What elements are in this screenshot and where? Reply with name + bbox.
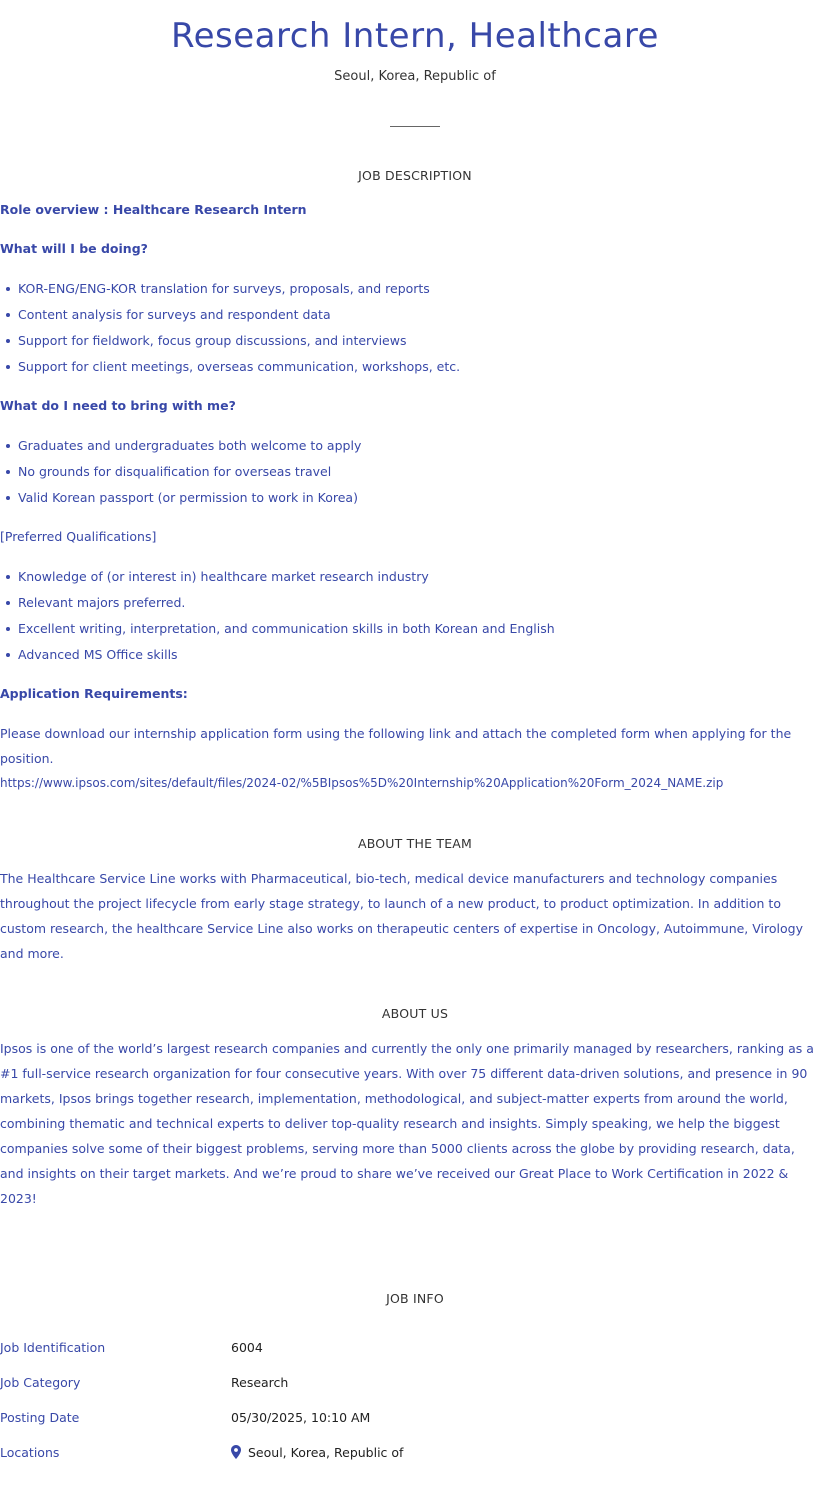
job-info-label: Job Identification — [0, 1340, 106, 1355]
job-info-value: Research — [231, 1375, 289, 1390]
about-us-text: Ipsos is one of the world’s largest research companies and currently the only one primarily managed by researchers, ranking as a #1 full-service research organization for four consecutive years. With over 75 different data-driven solutions, and presence in 90 markets, Ipsos brings together research, implementation, methodological, and subject-matter experts from around the world, combining thematic and technical experts to deliver top-quality research and insights. Simply speaking, we help the biggest companies solve some of their biggest problems, serving more than 5000 clients across the globe by providing research, data, and insights on their target markets. And we’re proud to share we’ve received our Great Place to Work Certification in 2022 & 2023! — [0, 1041, 814, 1206]
job-info-location-value — [231, 1443, 403, 1463]
job-info-row-category — [0, 1373, 830, 1393]
location-text: Seoul, Korea, Republic of — [248, 1445, 404, 1460]
preferred-heading: [Preferred Qualifications] — [0, 529, 157, 544]
list-item: Content analysis for surveys and respondent data — [0, 306, 822, 332]
list-item: No grounds for disqualification for overseas travel — [0, 463, 822, 489]
bring-list — [0, 437, 822, 515]
application-text: Please download our internship application form using the following link and attach the completed form when applying for the position. — [0, 726, 792, 766]
section-title-job-description: JOB DESCRIPTION — [358, 168, 472, 183]
about-us-block — [0, 1036, 822, 1211]
application-text-block — [0, 721, 822, 796]
title-divider — [390, 126, 440, 127]
section-title-job-info: JOB INFO — [386, 1291, 444, 1306]
doing-heading-block — [0, 240, 822, 258]
job-location-subtitle: Seoul, Korea, Republic of — [334, 69, 496, 84]
map-pin-icon — [231, 1445, 241, 1459]
bring-heading-block — [0, 397, 822, 415]
preferred-list — [0, 568, 822, 672]
list-item: Support for client meetings, overseas communication, workshops, etc. — [0, 358, 822, 384]
job-info-label: Job Category — [0, 1375, 81, 1390]
bring-heading: What do I need to bring with me? — [0, 398, 236, 413]
doing-list — [0, 280, 822, 384]
application-heading-block — [0, 685, 822, 703]
job-info-row-posting-date — [0, 1408, 830, 1428]
preferred-heading-block — [0, 528, 822, 546]
section-title-about-us: ABOUT US — [381, 1006, 449, 1021]
about-team-text: The Healthcare Service Line works with Pharmaceutical, bio-tech, medical device manufacturers and technology companies throughout the project lifecycle from early stage strategy, to launch of a new product, to product optimization. In addition to custom research, the healthcare Service Line also works on therapeutic centers of expertise in Oncology, Autoimmune, Virology and more. — [0, 871, 803, 961]
doing-heading: What will I be doing? — [0, 241, 148, 256]
job-info-value: 05/30/2025, 10:10 AM — [231, 1410, 371, 1425]
role-overview-text: Role overview : Healthcare Research Intern — [0, 202, 307, 217]
list-item: Advanced MS Office skills — [0, 646, 822, 672]
list-item: Knowledge of (or interest in) healthcare market research industry — [0, 568, 822, 594]
doing-list-block — [0, 280, 822, 384]
job-info-label: Posting Date — [0, 1410, 80, 1425]
application-link[interactable]: https://www.ipsos.com/sites/default/files/2024-02/%5BIpsos%5D%20Internship%20Application%20Form_2024_NAME.zip — [0, 776, 724, 790]
list-item: KOR-ENG/ENG-KOR translation for surveys, proposals, and reports — [0, 280, 822, 306]
section-title-about-team: ABOUT THE TEAM — [357, 836, 473, 851]
job-info-row-identification — [0, 1338, 830, 1358]
about-team-block — [0, 866, 822, 966]
role-overview — [0, 201, 822, 219]
job-title: Research Intern, Healthcare — [171, 16, 659, 56]
job-info-value: 6004 — [231, 1340, 263, 1355]
list-item: Relevant majors preferred. — [0, 594, 822, 620]
list-item: Valid Korean passport (or permission to work in Korea) — [0, 489, 822, 515]
list-item: Graduates and undergraduates both welcome to apply — [0, 437, 822, 463]
application-heading: Application Requirements: — [0, 686, 188, 701]
job-info-label: Locations — [0, 1445, 60, 1460]
list-item: Support for fieldwork, focus group discussions, and interviews — [0, 332, 822, 358]
job-info-row-locations — [0, 1443, 830, 1463]
list-item: Excellent writing, interpretation, and communication skills in both Korean and English — [0, 620, 822, 646]
bring-list-block — [0, 437, 822, 515]
preferred-list-block — [0, 568, 822, 672]
